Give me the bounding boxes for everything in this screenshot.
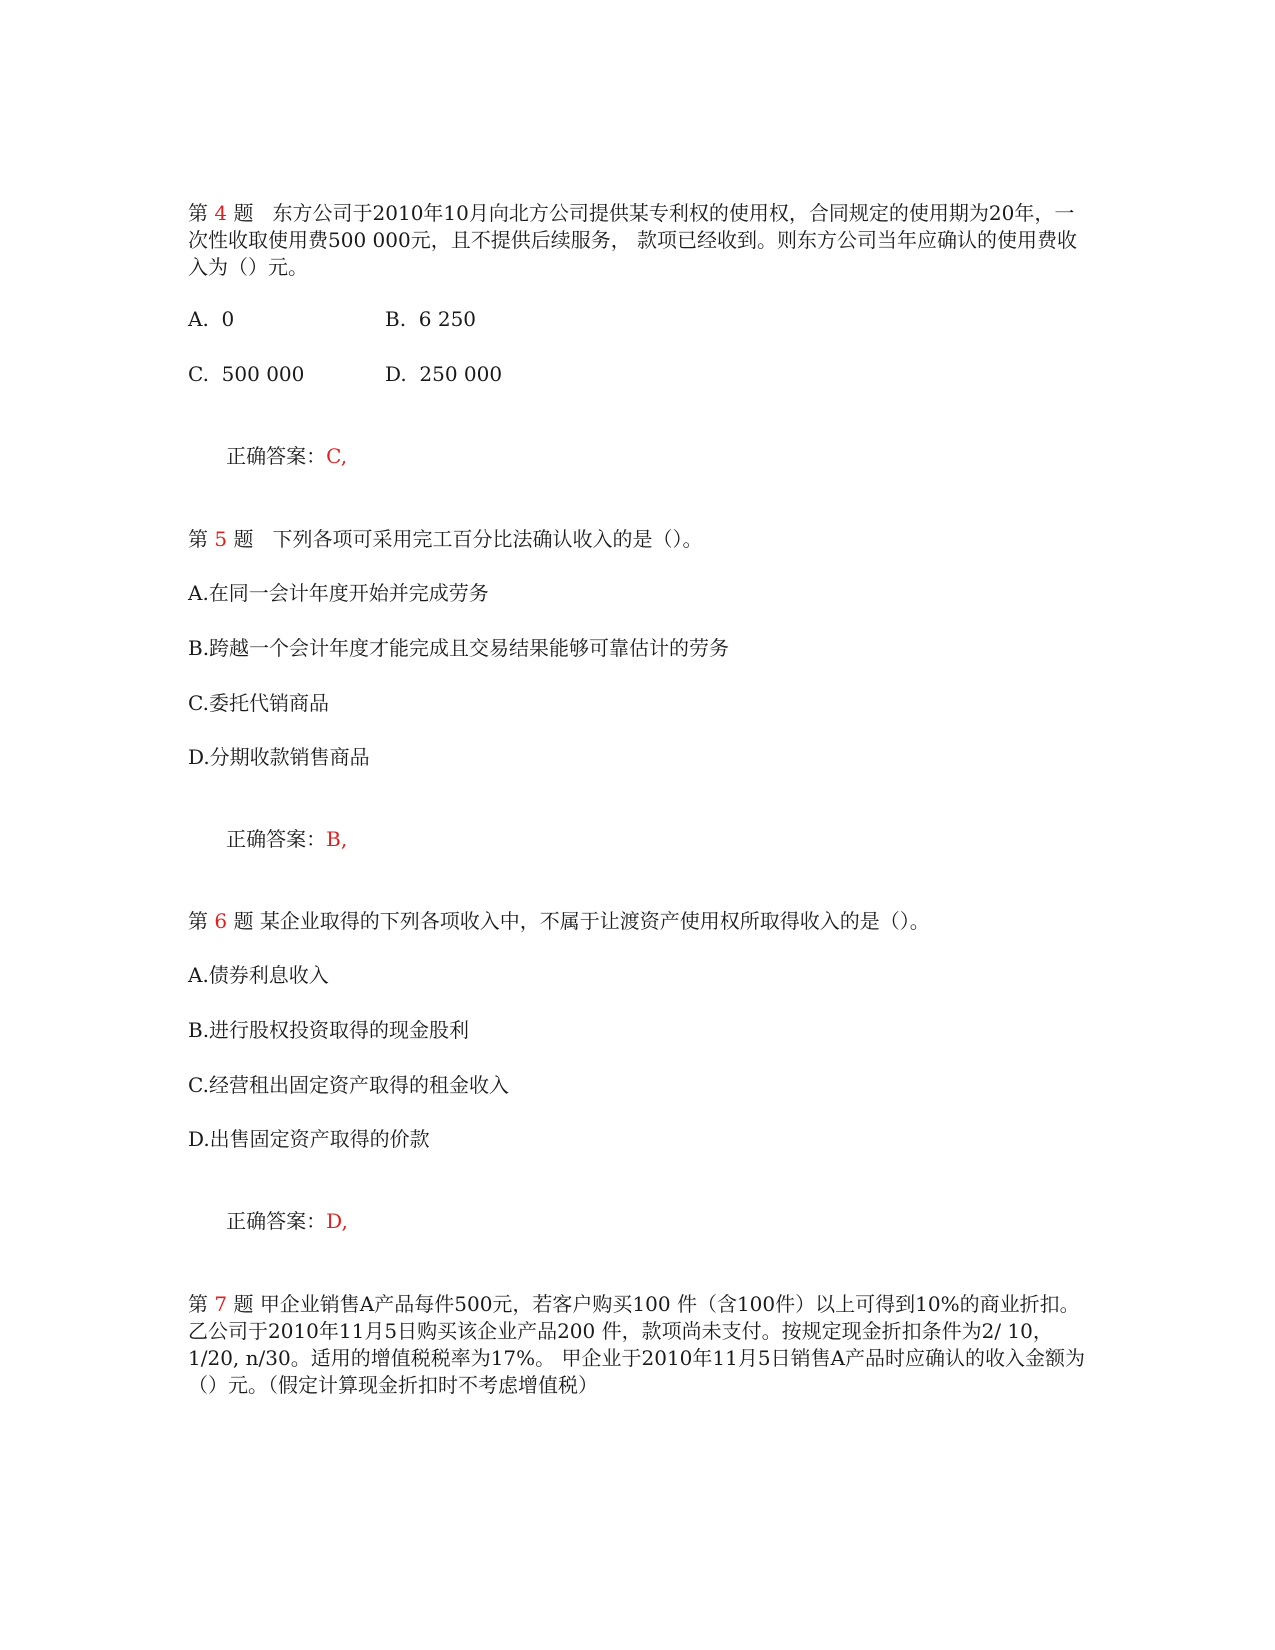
question-7 bbox=[188, 1291, 1088, 1399]
question-text: 东方公司于2010年10月向北方公司提供某专利权的使用权，合同规定的使用期为20年，一次性收取使用费500 000元，且不提供后续服务， 款项已经收到。则东方公司当年应确认的使用费收入为（）元。 bbox=[188, 201, 1078, 279]
question-prefix: 第 bbox=[188, 909, 215, 933]
options-row-1 bbox=[188, 306, 788, 333]
option-b: B. 6 250 bbox=[385, 307, 477, 331]
correct-answer bbox=[188, 416, 347, 497]
question-text: 甲企业销售A产品每件500元，若客户购买100 件（含100件）以上可得到10%的商业折扣。 乙公司于2010年11月5日购买该企业产品200 件，款项尚未支付。按规定现金折扣条件为2/ 10，1/20, n/30。适用的增值税税率为17%。 甲企业于2010年11月5日销售A产品时应确认的收入金额为（）元。（假定计算现金折扣时不考虑增值税） bbox=[188, 1292, 1086, 1397]
option-b: B.进行股权投资取得的现金股利 bbox=[188, 1018, 470, 1042]
option-a: A.债券利息收入 bbox=[188, 963, 329, 987]
question-suffix: 题 bbox=[227, 201, 254, 225]
question-prefix: 第 bbox=[188, 201, 215, 225]
question-number: 6 bbox=[214, 909, 228, 933]
question-4 bbox=[188, 200, 1088, 468]
question-suffix: 题 bbox=[227, 1292, 254, 1316]
answer-value: D, bbox=[326, 1209, 348, 1233]
options-row-2 bbox=[188, 361, 788, 388]
question-suffix: 题 bbox=[227, 909, 254, 933]
option-c: C.委托代销商品 bbox=[188, 691, 329, 715]
answer-value: B, bbox=[326, 827, 348, 851]
question-stem bbox=[188, 1291, 1088, 1399]
option-a: A.在同一会计年度开始并完成劳务 bbox=[188, 581, 489, 605]
option-d: D. 250 000 bbox=[385, 362, 503, 386]
option-c: C. 500 000 bbox=[188, 362, 305, 386]
option-a: A. 0 bbox=[188, 307, 235, 331]
question-5 bbox=[188, 526, 1088, 851]
question-prefix: 第 bbox=[188, 1292, 215, 1316]
question-suffix: 题 bbox=[227, 527, 254, 551]
answer-label: 正确答案： bbox=[226, 1209, 327, 1233]
option-b: B.跨越一个会计年度才能完成且交易结果能够可靠估计的劳务 bbox=[188, 636, 730, 660]
option-d: D.出售固定资产取得的价款 bbox=[188, 1127, 430, 1151]
question-text: 某企业取得的下列各项收入中，不属于让渡资产使用权所取得收入的是（）。 bbox=[259, 909, 930, 933]
question-stem bbox=[188, 200, 1088, 281]
question-text: 下列各项可采用完工百分比法确认收入的是（）。 bbox=[272, 527, 703, 551]
question-number: 5 bbox=[214, 527, 228, 551]
option-c: C.经营租出固定资产取得的租金收入 bbox=[188, 1073, 509, 1097]
question-prefix: 第 bbox=[188, 527, 215, 551]
option-d: D.分期收款销售商品 bbox=[188, 745, 370, 769]
answer-label: 正确答案： bbox=[226, 827, 327, 851]
question-number: 7 bbox=[214, 1292, 228, 1316]
question-stem bbox=[188, 908, 1088, 935]
question-stem bbox=[188, 526, 1088, 553]
question-number: 4 bbox=[214, 201, 228, 225]
correct-answer bbox=[188, 1181, 348, 1262]
answer-label: 正确答案： bbox=[226, 444, 327, 468]
answer-value: C, bbox=[326, 444, 348, 468]
correct-answer bbox=[188, 799, 347, 880]
question-6 bbox=[188, 908, 1088, 1233]
